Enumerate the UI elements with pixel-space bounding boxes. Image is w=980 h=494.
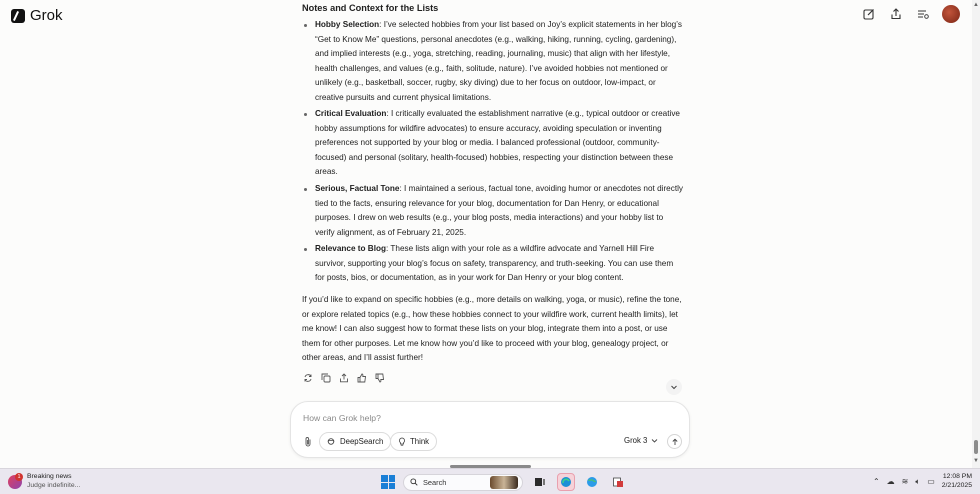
- history-icon[interactable]: [915, 6, 931, 22]
- task-view-icon[interactable]: [531, 473, 549, 491]
- note-heading: Relevance to Blog: [315, 244, 386, 254]
- speaker-icon[interactable]: 🔈︎: [915, 476, 921, 486]
- deepsearch-button[interactable]: [319, 432, 391, 451]
- send-button[interactable]: [667, 434, 682, 449]
- thumbs-up-icon[interactable]: [356, 372, 368, 384]
- regenerate-icon[interactable]: [302, 372, 314, 384]
- battery-icon[interactable]: ▭: [927, 477, 935, 486]
- app-name: Grok: [30, 7, 63, 24]
- system-tray: [873, 473, 972, 490]
- note-heading: Critical Evaluation: [315, 109, 387, 119]
- news-text: [27, 473, 80, 490]
- notes-list: [302, 18, 684, 288]
- news-icon: [8, 475, 22, 489]
- arrow-up-icon: [671, 438, 679, 446]
- share-icon[interactable]: [888, 6, 904, 22]
- section-title: Notes and Context for the Lists: [302, 3, 439, 13]
- grok-logo-icon: [11, 9, 25, 23]
- share-icon[interactable]: [338, 372, 350, 384]
- globe-app-icon[interactable]: [583, 473, 601, 491]
- copy-icon[interactable]: [320, 372, 332, 384]
- news-badge: 1: [15, 473, 23, 481]
- news-subtitle: Judge indefinite...: [27, 481, 81, 489]
- news-title: Breaking news: [27, 473, 72, 480]
- note-body: : I maintained a serious, factual tone, avoiding humor or anecdotes not directly tied to the facts, ensuring relevance for your blog, documentation for Dan Henry, or educational purposes. I drew on web results (e.g., your blog posts, media interactions) and your hobby list to verify alignment, as of February 21, 2025.: [315, 184, 684, 237]
- chevron-up-icon[interactable]: ⌃: [872, 477, 880, 486]
- list-item: [302, 242, 684, 286]
- lightbulb-icon: [398, 437, 406, 446]
- news-widget[interactable]: [8, 473, 80, 490]
- list-item: [302, 107, 684, 180]
- chevron-down-icon: [651, 437, 658, 444]
- list-item: [302, 182, 684, 240]
- windows-start-icon[interactable]: [381, 475, 395, 489]
- scroll-down-icon[interactable]: ▼: [973, 458, 979, 464]
- taskbar-clock[interactable]: [942, 473, 972, 490]
- gallery-app-icon[interactable]: [609, 473, 627, 491]
- chevron-down-icon: [670, 383, 678, 391]
- list-item: [302, 18, 684, 105]
- scroll-thumb[interactable]: [974, 440, 978, 454]
- scroll-to-bottom-button[interactable]: [666, 379, 682, 395]
- edit-icon[interactable]: [861, 6, 877, 22]
- thumbs-down-icon[interactable]: [374, 372, 386, 384]
- scroll-up-icon[interactable]: ▲: [973, 2, 979, 8]
- taskbar-search-label: Search: [423, 477, 447, 487]
- note-body: : I critically evaluated the establishment narrative (e.g., typical outdoor or creative hobby assumptions for wildfire advocates) to ensure accuracy, avoiding speculation or inventing preferences not supported by your blog or media. I balanced professional (outdoor, community-focused) and personal (solitary, health-focused) hobbies, respecting your distinction between these areas.: [315, 109, 680, 177]
- deepsearch-label: DeepSearch: [340, 437, 384, 446]
- cloud-icon[interactable]: ☁: [886, 477, 895, 486]
- header-actions: [861, 5, 960, 23]
- edge-browser-icon[interactable]: [557, 473, 575, 491]
- search-icon: [410, 478, 418, 486]
- deepsearch-icon: [327, 437, 336, 446]
- note-body: : I’ve selected hobbies from your list based on Joy’s explicit statements in her blog’s “Get to Know Me” questions, personal anecdotes (e.g., walking, hiking, running, cycling, gardening), and implied interests (e.g., yoga, stretching, reading, journaling, music) that align with her lifestyle, health challenges, and values (e.g., faith, solitude, nature). I’ve avoided hobbies not mentioned or unlikely (e.g., basketball, soccer, rugby, sky diving) due to her focus on outdoor, low-impact, or creative pursuits and current physical limitations.: [315, 20, 682, 102]
- attach-icon[interactable]: [301, 435, 315, 449]
- think-button[interactable]: [390, 432, 437, 451]
- clock-date: 2/21/2025: [941, 481, 972, 489]
- note-heading: Hobby Selection: [315, 20, 380, 29]
- prompt-composer: [290, 401, 690, 458]
- grok-logo[interactable]: [11, 7, 63, 24]
- message-actions: [302, 372, 386, 384]
- model-label: Grok 3: [624, 436, 648, 445]
- note-body: : These lists align with your role as a wildfire advocate and Yarnell Hill Fire survivor, supporting your blog’s focus on safety, transparency, and truth-seeking. You can use them for posts, bios, or documentation, as in your work for Dan Henry or your blog content.: [315, 244, 674, 283]
- closing-paragraph: If you’d like to expand on specific hobbies (e.g., more details on walking, yoga, or music), refine the tone, or explore related topics (e.g., how these hobbies connect to your wildfire work, current health limits), let me know! I can also suggest how to format these lists on your blog, integrate them into a post, or use them for other purposes. Let me know how you’d like to proceed with your blog, genealogy project, or other areas, and I’ll assist further!: [302, 295, 682, 362]
- model-selector[interactable]: [624, 436, 658, 445]
- page-scrollbar[interactable]: [972, 0, 980, 468]
- prompt-input[interactable]: [303, 410, 673, 425]
- search-highlight-image: [490, 476, 518, 489]
- think-label: Think: [410, 437, 430, 446]
- os-taskbar: [0, 468, 980, 494]
- taskbar-apps: [381, 473, 627, 491]
- wifi-icon[interactable]: ≋: [901, 477, 909, 486]
- user-avatar[interactable]: [942, 5, 960, 23]
- taskbar-search[interactable]: [403, 474, 523, 491]
- note-heading: Serious, Factual Tone: [315, 184, 400, 194]
- clock-time: 12:08 PM: [942, 473, 972, 480]
